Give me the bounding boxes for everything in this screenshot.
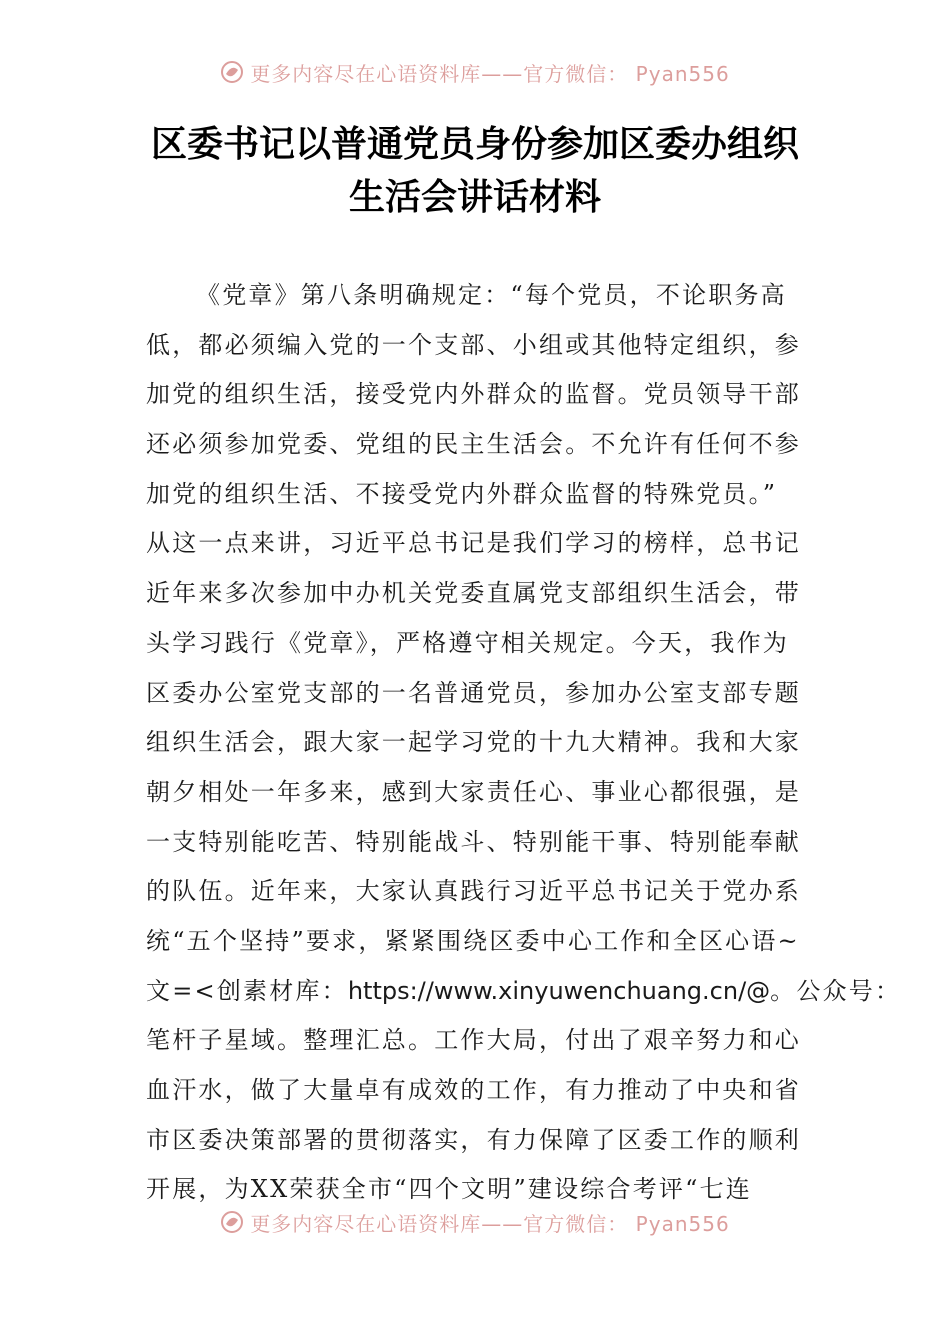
body-line: 近年来多次参加中办机关党委直属党支部组织生活会，带	[146, 579, 801, 608]
url-line-suffix: 。公众号：	[770, 976, 902, 1005]
watermark-logo-icon	[220, 1210, 244, 1234]
body-line: 的队伍。近年来，大家认真践行习近平总书记关于党办系	[146, 877, 801, 906]
watermark-top	[0, 52, 950, 92]
body-line: 朝夕相处一年多来，感到大家责任心、事业心都很强，是	[146, 777, 801, 806]
body-line: 组织生活会，跟大家一起学习党的十九大精神。我和大家	[146, 728, 801, 757]
body-line: 开展，为XX荣获全市“四个文明”建设综合考评“七连	[146, 1175, 752, 1204]
title-line-2: 生活会讲话材料	[348, 176, 601, 218]
body-line: 一支特别能吃苦、特别能战斗、特别能干事、特别能奉献	[146, 827, 801, 856]
url-line-prefix: 文=<创素材库：	[146, 976, 348, 1005]
body-line-with-url	[146, 967, 902, 1017]
body-line: 笔杆子星域。整理汇总。工作大局，付出了艰辛努力和心	[146, 1026, 801, 1055]
title-line-1: 区委书记以普通党员身份参加区委办组织	[150, 123, 799, 165]
watermark-logo-icon	[220, 60, 244, 84]
body-line: 区委办公室党支部的一名普通党员，参加办公室支部专题	[146, 678, 801, 707]
body-line: 《党章》第八条明确规定：“每个党员，不论职务高	[196, 281, 787, 309]
watermark-bottom	[0, 1202, 950, 1242]
source-url-link[interactable]: https://www.xinyuwenchuang.cn/@	[347, 976, 771, 1005]
body-line: 还必须参加党委、党组的民主生活会。不允许有任何不参	[146, 430, 801, 459]
body-line: 加党的组织生活、不接受党内外群众监督的特殊党员。”	[146, 479, 778, 508]
body-line: 加党的组织生活，接受党内外群众的监督。党员领导干部	[146, 380, 801, 409]
document-title	[120, 118, 830, 224]
body-line: 从这一点来讲，习近平总书记是我们学习的榜样，总书记	[146, 529, 801, 558]
document-body	[146, 271, 902, 1211]
body-line: 统“五个坚持”要求，紧紧围绕区委中心工作和全区心语~	[146, 926, 800, 955]
body-line: 头学习践行《党章》，严格遵守相关规定。今天，我作为	[146, 628, 789, 657]
body-line: 低，都必须编入党的一个支部、小组或其他特定组织，参	[146, 330, 801, 359]
watermark-text: 更多内容尽在心语资料库——官方微信： Pyan556	[250, 61, 730, 86]
watermark-text: 更多内容尽在心语资料库——官方微信： Pyan556	[250, 1211, 730, 1236]
body-line: 血汗水，做了大量卓有成效的工作，有力推动了中央和省	[146, 1076, 801, 1104]
body-line: 市区委决策部署的贯彻落实，有力保障了区委工作的顺利	[146, 1125, 801, 1154]
